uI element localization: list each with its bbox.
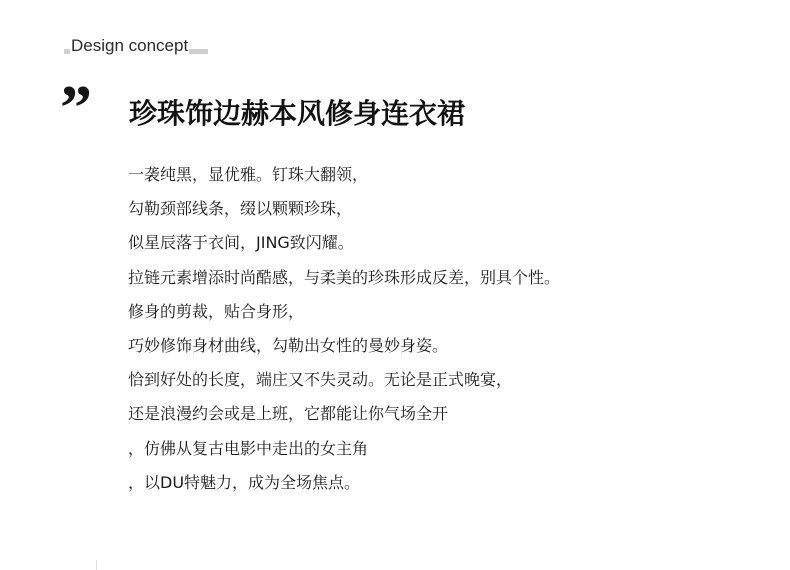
description-line: 勾勒颈部线条，缀以颗颗珍珠， bbox=[128, 199, 353, 219]
description-line: 一袭纯黑，显优雅。钉珠大翻领， bbox=[128, 165, 369, 184]
description-line: ，仿佛从复古电影中走出的女主角 bbox=[128, 438, 369, 458]
quote-mark-icon: ” bbox=[60, 72, 86, 143]
description-line: 拉链元素增添时尚酷感，与柔美的珍珠形成反差，别具个性。 bbox=[128, 267, 561, 287]
description-line: ，以DU特魅力，成为全场焦点。 bbox=[128, 472, 361, 492]
description-text bbox=[128, 158, 560, 500]
section-label: Design concept bbox=[71, 36, 189, 55]
description-line: 还是浪漫约会或是上班，它都能让你气场全开 bbox=[128, 404, 449, 424]
description-line: 修身的剪裁，贴合身形， bbox=[128, 301, 305, 321]
section-tag bbox=[64, 36, 208, 56]
divider bbox=[96, 560, 97, 570]
description-line: 恰到好处的长度，端庄又不失灵动。无论是正式晚宴， bbox=[128, 370, 513, 390]
description-line: 巧妙修饰身材曲线，勾勒出女性的曼妙身姿。 bbox=[128, 335, 449, 355]
description-line: 似星辰落于衣间，JING致闪耀。 bbox=[128, 233, 354, 253]
page-title: 珍珠饰边赫本风修身连衣裙 bbox=[129, 97, 466, 130]
